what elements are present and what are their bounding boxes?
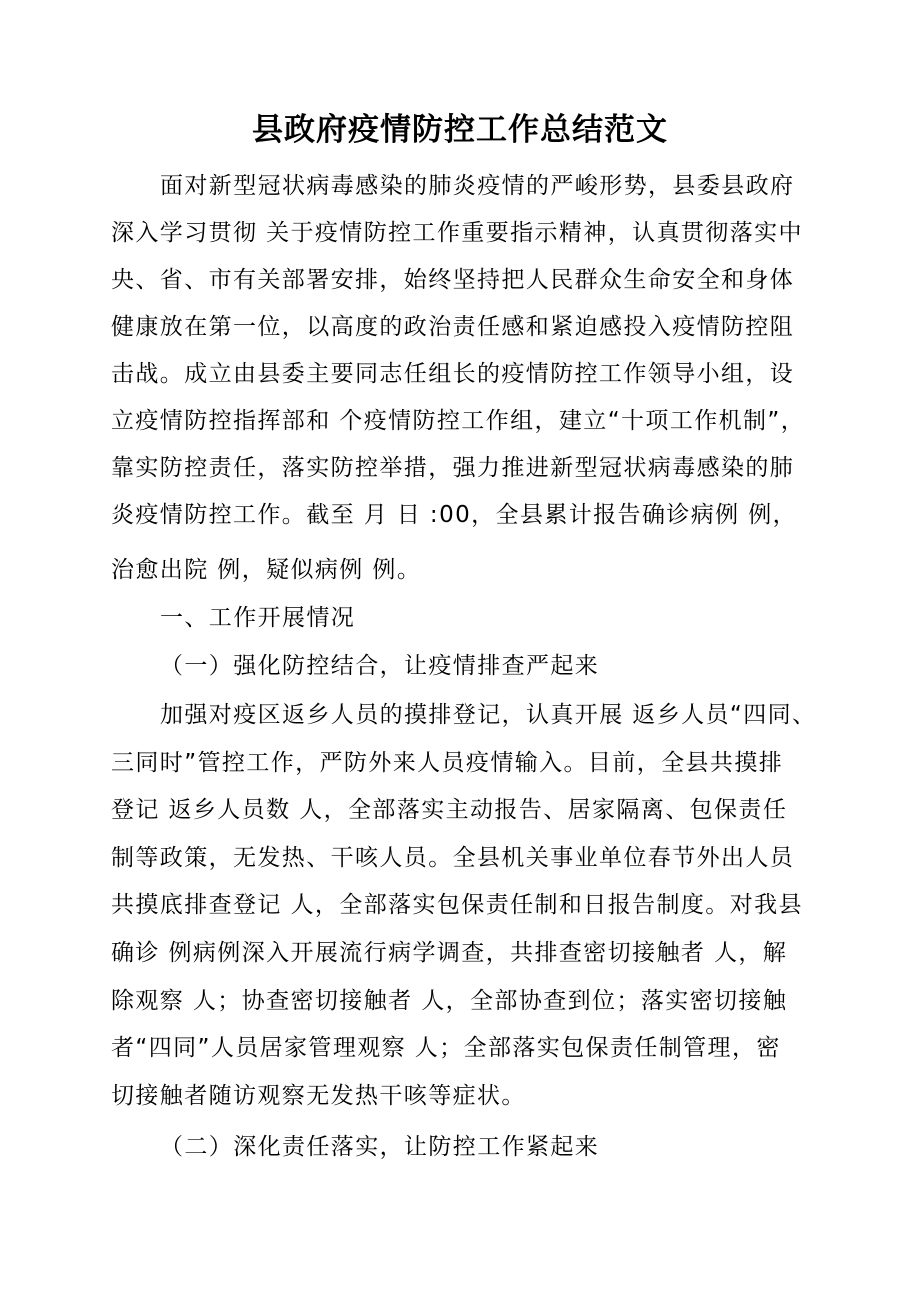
paragraph-line: 加强对疫区返乡人员的摸排登记，认真开展 返乡人员“四同、: [160, 702, 817, 728]
paragraph-line: 靠实防控责任，落实防控举措，强力推进新型冠状病毒感染的肺: [111, 455, 795, 481]
paragraph-line: 央、省、市有关部署安排，始终坚持把人民群众生命安全和身体: [111, 267, 795, 293]
paragraph-line: 切接触者随访观察无发热干咳等症状。: [111, 1083, 526, 1109]
paragraph-line: 炎疫情防控工作。截至 月 日 :00，全县累计报告确诊病例 例，: [111, 502, 798, 528]
document-title: 县政府疫情防控工作总结范文: [252, 112, 668, 148]
paragraph-line: 制等政策，无发热、干咳人员。全县机关事业单位春节外出人员: [111, 845, 795, 871]
paragraph-line: 立疫情防控指挥部和 个疫情防控工作组，建立“十项工作机制”，: [111, 408, 806, 434]
subsection-heading: （一）强化防控结合，让疫情排查严起来: [160, 653, 600, 679]
paragraph-line: 者“四同”人员居家管理观察 人；全部落实包保责任制管理，密: [111, 1035, 781, 1061]
paragraph-line: 确诊 例病例深入开展流行病学调查，共排查密切接触者 人，解: [111, 940, 788, 966]
paragraph-line: 面对新型冠状病毒感染的肺炎疫情的严峻形势，县委县政府: [160, 173, 795, 199]
paragraph-line: 击战。成立由县委主要同志任组长的疫情防控工作领导小组，设: [111, 361, 795, 387]
paragraph-line: 健康放在第一位，以高度的政治责任感和紧迫感投入疫情防控阻: [111, 314, 795, 340]
paragraph-line: 深入学习贯彻 关于疫情防控工作重要指示精神，认真贯彻落实中: [111, 220, 803, 246]
paragraph-line: 治愈出院 例，疑似病例 例。: [111, 557, 422, 583]
paragraph-line: 登记 返乡人员数 人，全部落实主动报告、居家隔离、包保责任: [111, 797, 788, 823]
paragraph-line: 共摸底排查登记 人，全部落实包保责任制和日报告制度。对我县: [111, 892, 803, 918]
paragraph-line: 除观察 人；协查密切接触者 人，全部协查到位；落实密切接触: [111, 988, 788, 1014]
subsection-heading: （二）深化责任落实，让防控工作紧起来: [160, 1134, 600, 1160]
paragraph-line: 三同时”管控工作，严防外来人员疫情输入。目前，全县共摸排: [111, 750, 784, 776]
section-heading: 一、工作开展情况: [160, 605, 356, 631]
